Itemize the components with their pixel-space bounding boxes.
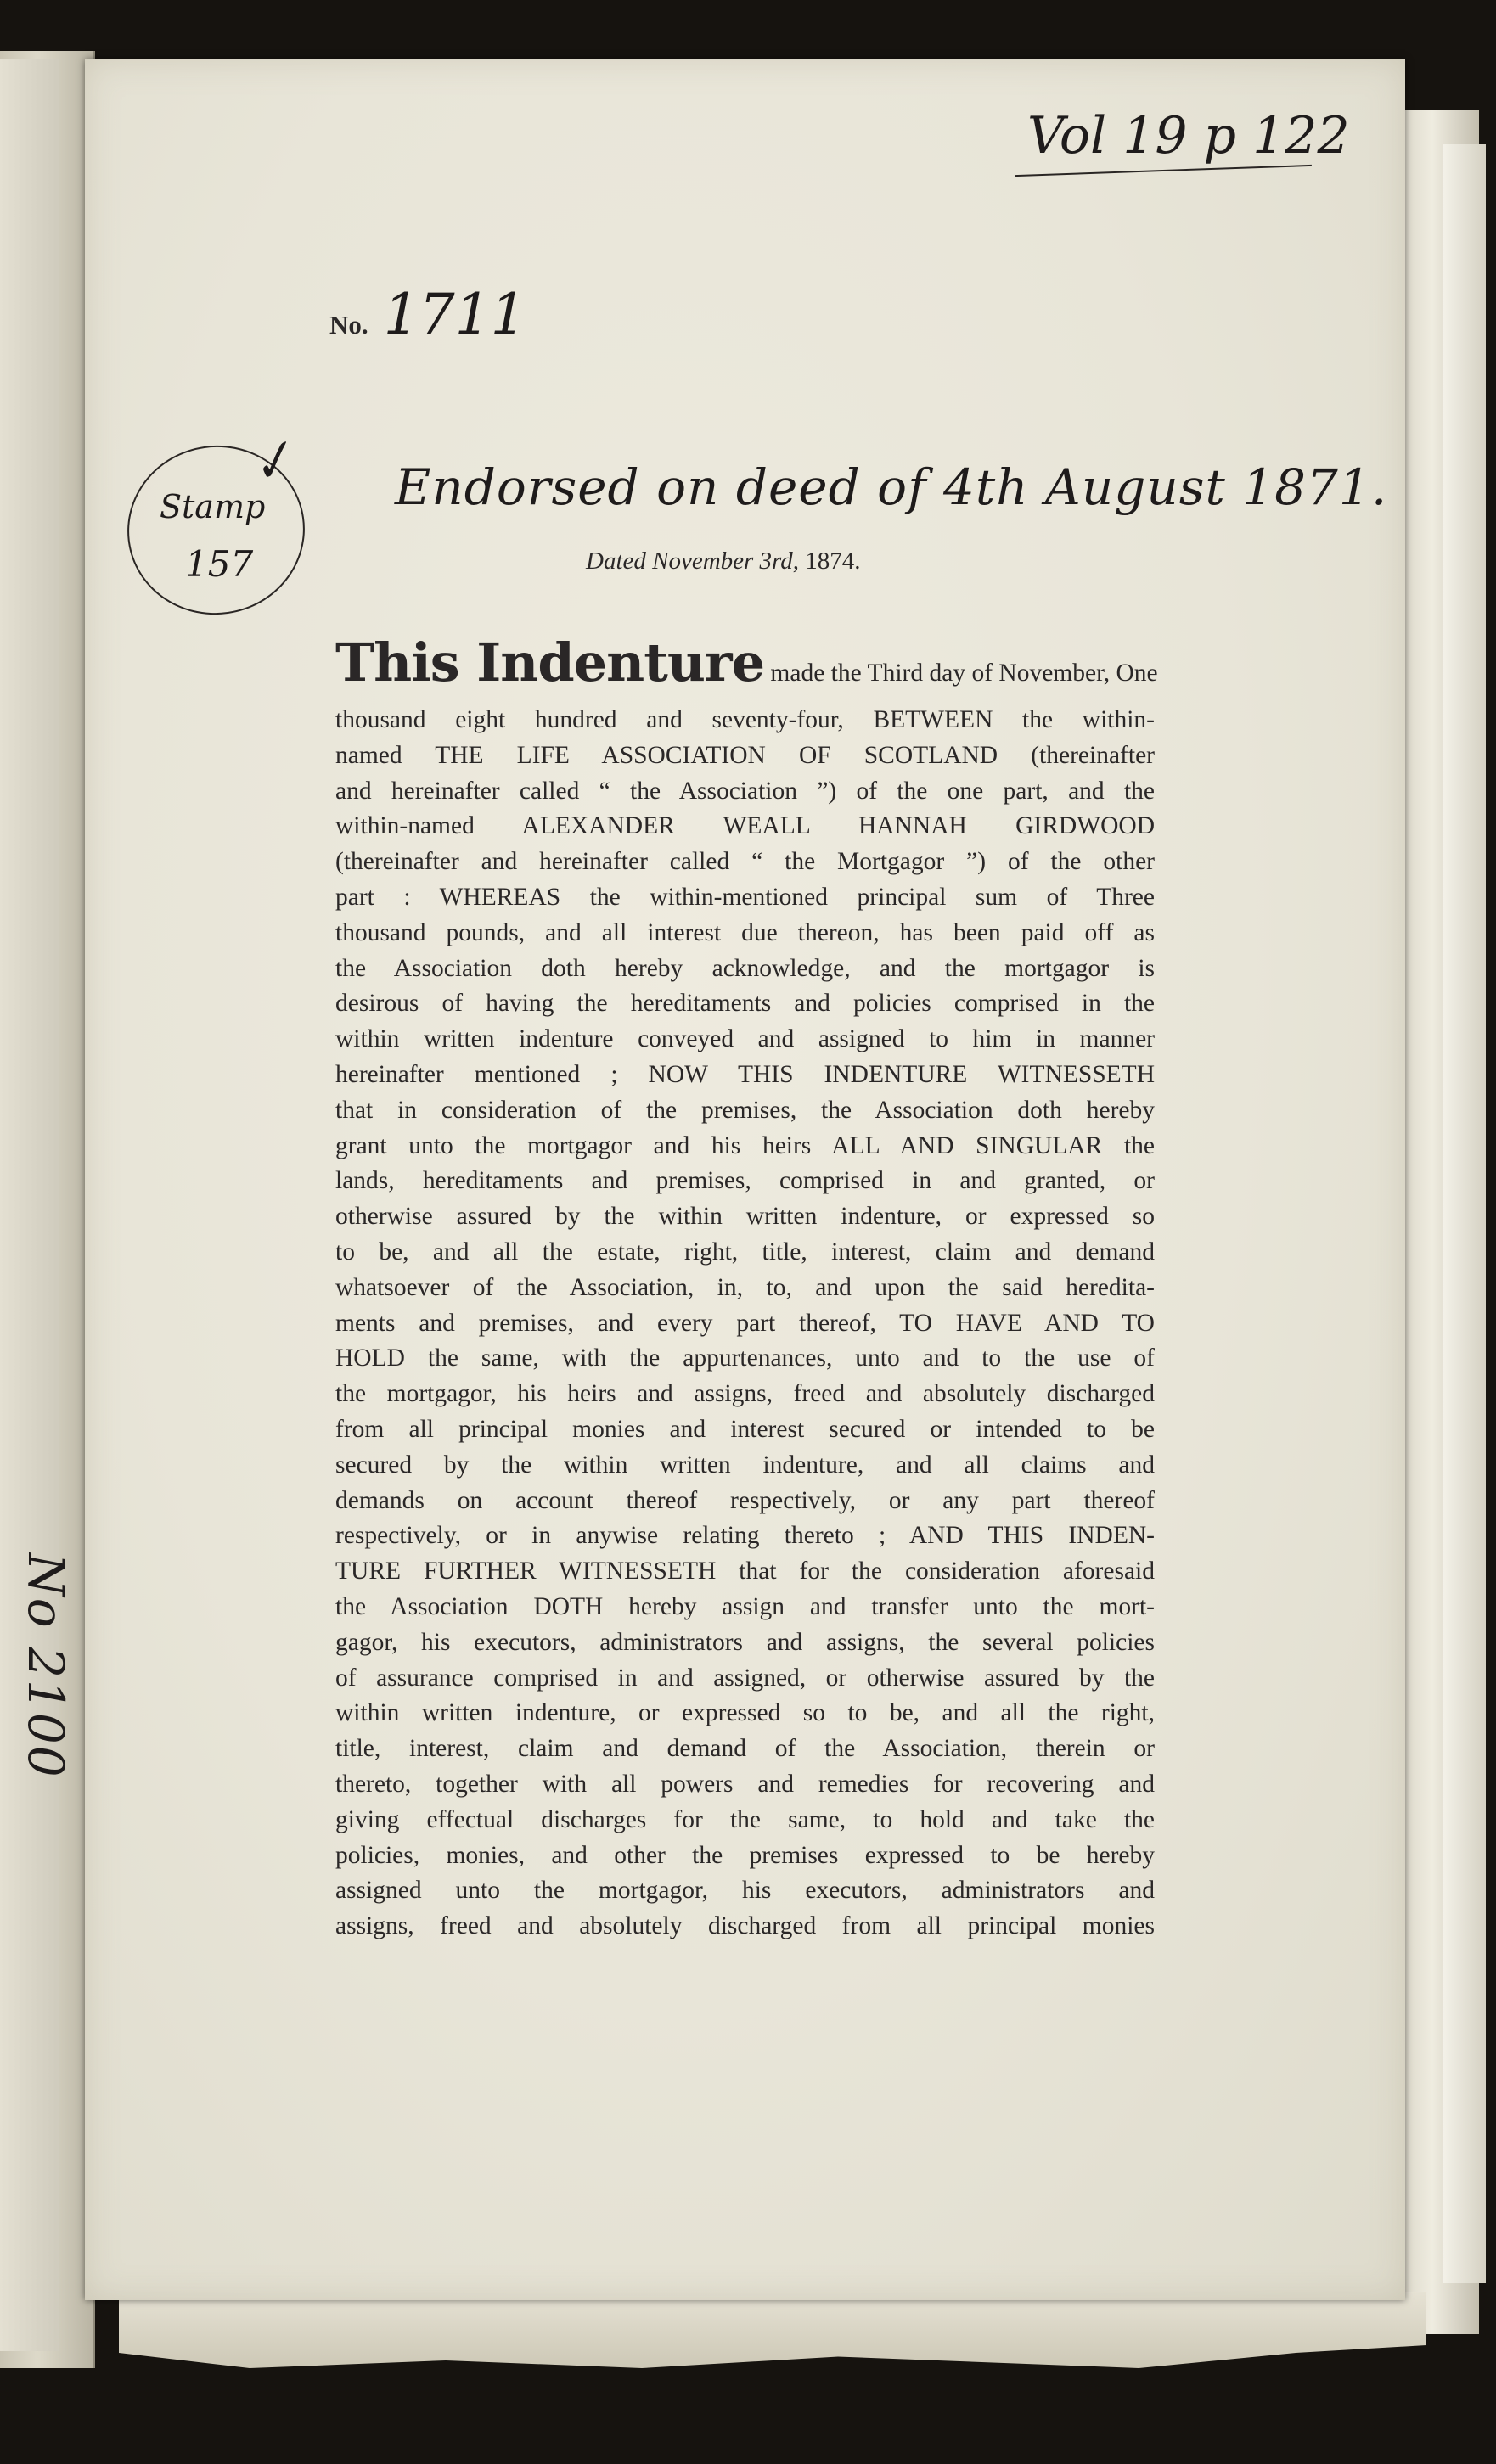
body-line: thousand eight hundred and seventy-four, BETWEEN the within- — [335, 706, 1155, 733]
body-line: thereto, together with all powers and remedies for recovering and — [335, 1770, 1155, 1798]
body-line: to be, and all the estate, right, title, interest, claim and demand — [335, 1238, 1155, 1266]
body-line: within-named ALEXANDER WEALL HANNAH GIRDWOOD — [335, 812, 1155, 840]
body-line: otherwise assured by the within written indenture, or expressed so — [335, 1203, 1155, 1231]
body-line: desirous of having the hereditaments and policies comprised in the — [335, 990, 1155, 1018]
body-line: demands on account thereof respectively, or any part thereof — [335, 1486, 1155, 1514]
body-line: giving effectual discharges for the same, to hold and take the — [335, 1805, 1155, 1833]
body-line: named THE LIFE ASSOCIATION OF SCOTLAND (thereinafter — [335, 741, 1155, 769]
indenture-body — [335, 631, 1158, 1945]
body-line: ments and premises, and every part thereof, TO HAVE AND TO — [335, 1309, 1155, 1337]
number-label: No. — [329, 310, 368, 340]
left-facing-page — [0, 59, 75, 2351]
bottom-page-edges — [119, 2292, 1426, 2368]
body-line: whatsoever of the Association, in, to, and upon the said heredita- — [335, 1273, 1155, 1301]
body-line: TURE FURTHER WITNESSETH that for the consideration aforesaid — [335, 1558, 1155, 1586]
check-mark-icon: ✓ — [241, 427, 302, 498]
body-line: HOLD the same, with the appurtenances, unto and to the use of — [335, 1344, 1155, 1372]
body-line: gagor, his executors, administrators and assigns, the several policies — [335, 1628, 1155, 1656]
volume-reference-underline — [1015, 165, 1312, 177]
first-line-text: made the Third day of November, One — [770, 659, 1158, 687]
body-line: (thereinafter and hereinafter called “ the Mortgagor ”) of the other — [335, 848, 1155, 876]
body-line: within written indenture conveyed and assigned to him in manner — [335, 1025, 1155, 1053]
volume-reference: Vol 19 p 122 — [1027, 106, 1350, 166]
body-line: part : WHEREAS the within-mentioned principal sum of Three — [335, 883, 1155, 911]
body-line: title, interest, claim and demand of the Association, therein or — [335, 1735, 1155, 1763]
stamp-label: Stamp — [160, 488, 266, 525]
endorsement-note: Endorsed on deed of 4th August 1871. — [395, 458, 1388, 516]
dated-line — [586, 547, 861, 575]
body-line: of assurance comprised in and assigned, or otherwise assured by the — [335, 1664, 1155, 1692]
body-line: hereinafter mentioned ; NOW THIS INDENTURE WITNESSETH — [335, 1060, 1155, 1088]
right-page-edge — [1443, 144, 1486, 2283]
indenture-title: This Indenture — [335, 631, 765, 693]
body-line: within written indenture, or expressed so to be, and all the right, — [335, 1699, 1155, 1727]
body-line: the Association DOTH hereby assign and transfer unto the mort- — [335, 1592, 1155, 1620]
body-line: and hereinafter called “ the Association ”) of the one part, and the — [335, 777, 1155, 805]
body-line: assigns, freed and absolutely discharged from all principal monies — [335, 1912, 1155, 1940]
stamp-value: 157 — [185, 543, 254, 585]
body-line: that in consideration of the premises, the Association doth hereby — [335, 1096, 1155, 1124]
body-line: thousand pounds, and all interest due thereon, has been paid off as — [335, 918, 1155, 946]
number-value: 1711 — [383, 282, 526, 347]
body-line: assigned unto the mortgagor, his executors, administrators and — [335, 1877, 1155, 1905]
body-line: the Association doth hereby acknowledge, and the mortgagor is — [335, 954, 1155, 982]
body-line: grant unto the mortgagor and his heirs ALL AND SINGULAR the — [335, 1131, 1155, 1159]
body-line: the mortgagor, his heirs and assigns, freed and absolutely discharged — [335, 1380, 1155, 1408]
body-line: respectively, or in anywise relating thereto ; AND THIS INDEN- — [335, 1522, 1155, 1550]
deed-page — [85, 59, 1405, 2300]
body-line: lands, hereditaments and premises, comprised in and granted, or — [335, 1167, 1155, 1195]
body-line: secured by the within written indenture, and all claims and — [335, 1451, 1155, 1479]
first-line — [335, 631, 1158, 703]
left-margin-note: No 2100 — [17, 1553, 75, 1779]
body-line: from all principal monies and interest secured or intended to be — [335, 1415, 1155, 1443]
dated-year: 1874. — [805, 547, 861, 575]
dated-label: Dated November 3rd, — [586, 547, 800, 575]
body-line: policies, monies, and other the premises expressed to be hereby — [335, 1841, 1155, 1869]
document-number — [329, 282, 526, 347]
